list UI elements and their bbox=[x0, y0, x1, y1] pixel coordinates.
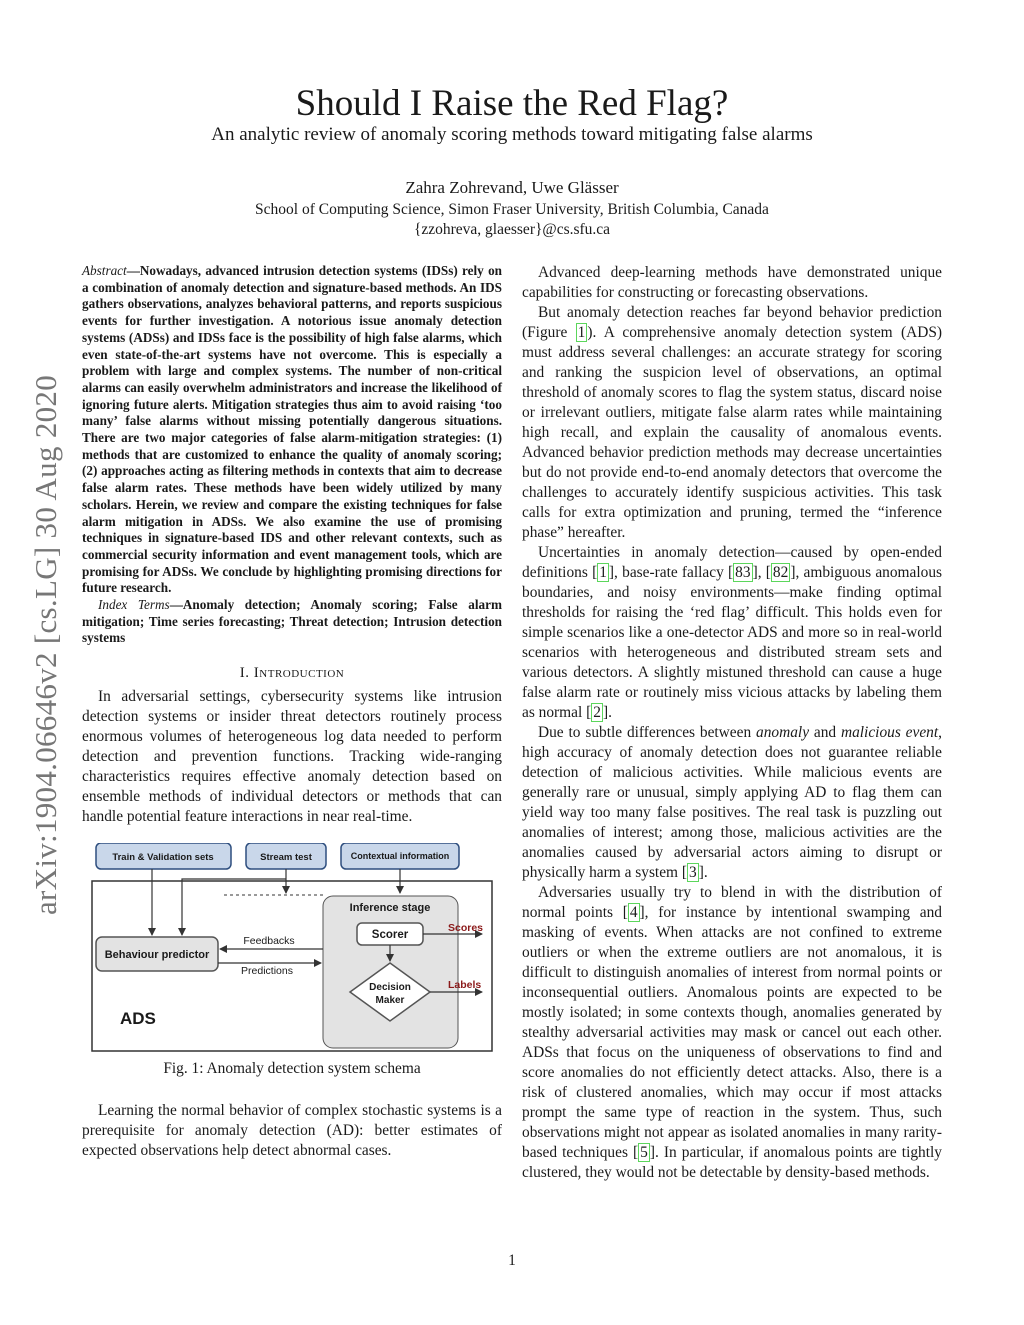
p3-text-c: ], [ bbox=[752, 564, 771, 581]
section-number: I. bbox=[239, 665, 250, 682]
p4-text-d: ]. bbox=[698, 864, 708, 881]
figure-reference-link[interactable]: 1 bbox=[577, 324, 586, 341]
scorer-label: Scorer bbox=[371, 929, 409, 942]
p4-text-b: and bbox=[809, 724, 841, 741]
behaviour-predictor-label: Behaviour predictor bbox=[104, 949, 210, 962]
index-terms bbox=[82, 597, 502, 647]
paper-subtitle: An analytic review of anomaly scoring methods toward mitigating false alarms bbox=[211, 124, 813, 145]
p3-text-e: ]. bbox=[602, 704, 612, 721]
paper-title: Should I Raise the Red Flag? bbox=[295, 83, 729, 124]
left-paragraph-2: Learning the normal behavior of complex stochastic systems is a prerequisite for anomaly detection (AD): better estimates of expected observations help detect abnormal cases. bbox=[82, 1102, 502, 1160]
scores-label: Scores bbox=[448, 922, 484, 935]
arxiv-identifier-text: arXiv:1904.06646v2 [cs.LG] 30 Aug 2020 bbox=[28, 374, 63, 916]
citation-link[interactable]: 3 bbox=[688, 864, 697, 881]
p3-text-d: ], ambiguous anomalous boundaries, and noisy environments—make finding optimal thresholds for raising the ‘red flag’ difficult. This holds even for simple scenarios like a one-detector ADS and more so in real-world scenarios with heterogeneous and distributed stream sets and various detectors. A slightly mistuned threshold can cause a huge false alarm rate or routinely miss vicious attacks by labeling them as normal [ bbox=[522, 564, 943, 721]
page-number: 1 bbox=[508, 1252, 516, 1269]
figure-1 bbox=[82, 843, 502, 1053]
citation-link[interactable]: 4 bbox=[629, 904, 638, 921]
ads-schema-diagram bbox=[82, 843, 502, 1053]
decision-maker-label-line1: Decision bbox=[369, 982, 411, 994]
p5-text-a: Adversaries usually try to blend in with the distribution of normal points [ bbox=[522, 884, 942, 921]
abstract-lead: Abstract bbox=[82, 263, 127, 278]
author-email: {zzohreva, glaesser}@cs.sfu.ca bbox=[413, 221, 611, 238]
figure-caption: Fig. 1: Anomaly detection system schema bbox=[163, 1060, 421, 1078]
train-validation-label: Train & Validation sets bbox=[112, 852, 214, 864]
citation-link[interactable]: 5 bbox=[640, 1144, 648, 1161]
right-paragraph-4 bbox=[522, 723, 942, 883]
p5-text-c: ]. In particular, if anomalous points are tightly clustered, they would not be detectable by density-based methods. bbox=[522, 1144, 942, 1181]
left-column bbox=[82, 263, 502, 1161]
right-paragraph-5 bbox=[522, 883, 942, 1183]
p2-text-a: But anomaly detection reaches far beyond behavior prediction (Figure bbox=[522, 304, 942, 341]
index-terms-text: —Anomaly detection; Anomaly scoring; False alarm mitigation; Time series forecasting; Threat detection; Intrusion detection systems bbox=[82, 597, 502, 646]
abstract bbox=[82, 263, 502, 597]
affiliation: School of Computing Science, Simon Fraser University, British Columbia, Canada bbox=[255, 201, 769, 218]
emphasis-malicious-event: malicious event bbox=[840, 724, 939, 741]
inference-stage-label: Inference stage bbox=[349, 902, 431, 915]
author-list: Zahra Zohrevand, Uwe Glässer bbox=[405, 178, 619, 197]
section-heading-introduction bbox=[82, 663, 502, 683]
contextual-info-label: Contextual information bbox=[350, 851, 450, 862]
p5-text-b: ], for instance by intentional swamping and masking of events. When attacks are not confined to extreme outliers or when the extreme outliers are not anomalous, it is difficult to distinguish anomalies of interest from normal points or inconsequential outliers. Anomalous points are expected to be mostly isolated; in some contexts though, anomalies generated by stealthy adversarial activities may mask or cancel out each other. ADSs that focus on the uniqueness of observations to find and score anomalies do not efficiently detect attacks. Also, there is a risk of clustered anomalies, which may occur if most attacks prompt the same type of reaction in the system. Thus, such observations might not appear as isolated anomalies in many rarity-based techniques [ bbox=[522, 904, 942, 1161]
ads-label: ADS bbox=[120, 1009, 156, 1029]
labels-label: Labels bbox=[448, 979, 482, 992]
abstract-text: —Nowadays, advanced intrusion detection systems (IDSs) rely on a combination of anomaly detection and signature-based methods. An IDS gathers observations, analyzes behavioral patterns, and reports suspicious events for further investigation. A notorious issue anomaly detection systems (ADSs) and IDSs face is the possibility of high false alarms, which even state-of-the-art systems have not overcome. This is especially a problem with large and complex systems. The number of non-critical alarms can easily overwhelm administrators and increase the likelihood of ignoring future alerts. Mitigation strategies thus aim to avoid raising ‘too many’ false alarms without missing potentially dangerous situations. There are two major categories of false alarm-mitigation strategies: (1) methods that are customized to enhance the quality of anomaly scoring; (2) approaches acting as filtering methods in contexts that aim to decrease false alarm rates. These methods have been widely utilized by many scholars. Herein, we review and compare the existing techniques for false alarm mitigation in ADSs. We also examine the use of promising techniques in signature-based IDS and other relevant contexts, such as commercial security information and event management tools, which are promising for ADSs. We conclude by highlighting promising directions for future research. bbox=[82, 263, 502, 596]
section-title: Introduction bbox=[253, 665, 345, 682]
p3-text-a: Uncertainties in anomaly detection—caused by open-ended definitions [ bbox=[522, 544, 942, 581]
intro-paragraph-1: In adversarial settings, cybersecurity systems like intrusion detection systems or insider threat detectors routinely process enormous volumes of heterogeneous log data needed to perform detection and prevention functions. Tracking wide-ranging characteristics requires effective anomaly detection based on ensemble methods of individual detectors or methods that can handle potential feature interactions in near real-time. bbox=[82, 688, 502, 826]
right-paragraph-3 bbox=[522, 543, 942, 723]
p4-text-a: Due to subtle differences between bbox=[538, 724, 757, 741]
index-terms-lead: Index Terms bbox=[98, 597, 170, 613]
emphasis-anomaly: anomaly bbox=[756, 724, 810, 741]
p2-text-b: ). A comprehensive anomaly detection system (ADS) must address several challenges: an accurate strategy for scoring and ranking the suspicion level of observations, an optimal threshold of anomaly scores to flag the system status, discard noise or irrelevant outliers, mitigate false alarm rates while maintaining high recall, and explain the causality of anomalous events. Advanced behavior prediction methods may decrease uncertainties but do not provide end-to-end anomaly detectors that overcome the challenges to accurately identify suspicious activities. This task calls for extra optimization and pruning, termed the “inference phase” hereafter. bbox=[522, 324, 943, 541]
citation-link[interactable]: 82 bbox=[772, 564, 789, 581]
citation-link[interactable]: 2 bbox=[593, 704, 601, 721]
stream-test-label: Stream test bbox=[260, 852, 312, 864]
decision-maker-label-line2: Maker bbox=[375, 995, 405, 1007]
p4-text-c: , high accuracy of anomaly detection does not guarantee reliable detection of malicious activities. While malicious events are generally rare or unusual, simply applying AD to flag them can yield way too many false positives. The real task is puzzling out anomalies of interest; among those, malicious activities are the anomalies caused by adversarial actors aiming to disrupt or physically harm a system [ bbox=[522, 724, 942, 881]
right-column bbox=[522, 263, 942, 1183]
feedbacks-label: Feedbacks bbox=[243, 935, 295, 948]
p3-text-b: ], base-rate fallacy [ bbox=[608, 564, 734, 581]
citation-link[interactable]: 1 bbox=[599, 564, 607, 581]
right-paragraph-1: Advanced deep-learning methods have demonstrated unique capabilities for constructing or forecasting observations. bbox=[522, 264, 942, 301]
right-paragraph-2 bbox=[522, 303, 942, 543]
citation-link[interactable]: 83 bbox=[735, 564, 751, 581]
predictions-label: Predictions bbox=[241, 965, 293, 978]
